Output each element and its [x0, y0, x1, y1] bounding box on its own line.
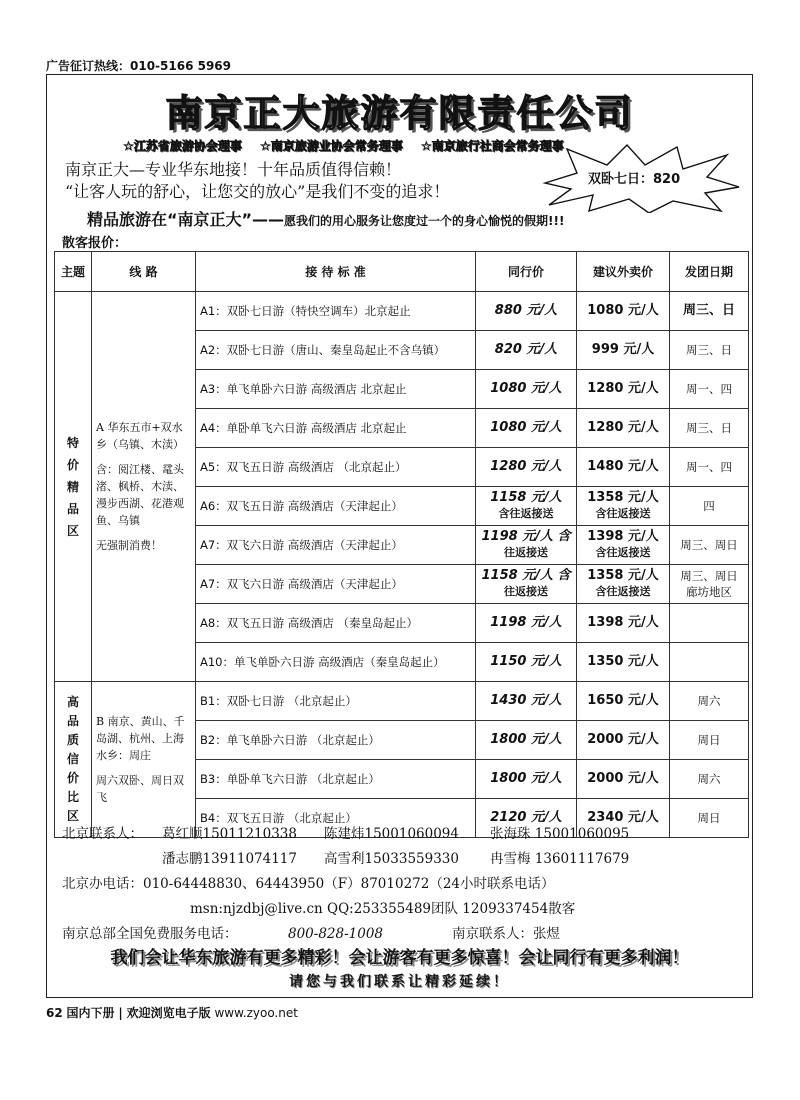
featured-heading [87, 207, 564, 230]
peer-price-value: 1280 元/人 [490, 459, 562, 474]
suggested-price [577, 409, 670, 448]
suggested-price [577, 565, 670, 604]
route-a [92, 292, 196, 682]
departure-days: 周三、周日 廊坊地区 [670, 565, 749, 604]
suggested-price-value: 1650 元/人 [587, 693, 659, 708]
departure-days: 周六 [670, 682, 749, 721]
peer-price-value: 1198 元/人 [490, 615, 562, 630]
std-cell: B2：单飞单卧六日游 （北京起止） [196, 721, 476, 760]
org-1: ☆江苏省旅游协会理事 [123, 139, 242, 153]
peer-price-note: 往返接送 [504, 585, 548, 598]
org-3: ☆南京旅行社商会常务理事 [420, 139, 564, 153]
peer-price-note: 含往返接送 [498, 507, 554, 520]
promo-text: 双卧七日：820 [588, 172, 681, 187]
peer-price-value: 1158 元/人 [490, 490, 562, 505]
peer-price [476, 448, 577, 487]
departure-days: 周日 [670, 799, 749, 838]
peer-price-value: 1150 元/人 [490, 654, 562, 669]
quote-label: 散客报价： [62, 236, 128, 251]
office-phone: 北京办电话：010-64448830、64443950（F）87010272（24小时联系电话） [62, 876, 555, 892]
std-cell: A1：双卧七日游（特快空调车）北京起止 [196, 292, 476, 331]
std-cell: A7：双飞六日游 高级酒店（天津起止） [196, 526, 476, 565]
featured-main: 精品旅游在“南京正大”—— [87, 210, 285, 229]
suggested-price-value: 1080 元/人 [587, 303, 659, 318]
page-number: 62 [46, 1006, 63, 1020]
suggested-price [577, 643, 670, 682]
table-row [55, 292, 749, 331]
suggested-price-value: 1480 元/人 [587, 459, 659, 474]
suggested-price [577, 682, 670, 721]
peer-price [476, 487, 577, 526]
table-header-row [55, 252, 749, 292]
departure-days: 周日 [670, 721, 749, 760]
peer-price-value: 1158 元/人 含 [481, 568, 571, 583]
peer-price-value: 1198 元/人 含 [481, 529, 571, 544]
route-a-note: 无强制消费！ [96, 539, 162, 552]
departure-days [670, 604, 749, 643]
suggested-price-value: 1358 元/人 [587, 490, 659, 505]
std-cell: A2：双卧七日游（唐山、秦皇岛起止不含乌镇） [196, 331, 476, 370]
suggested-price [577, 760, 670, 799]
std-cell: A10：单飞单卧六日游 高级酒店（秦皇岛起止） [196, 643, 476, 682]
suggested-price [577, 370, 670, 409]
suggested-price-value: 1280 元/人 [587, 381, 659, 396]
std-cell: B3：单卧单飞六日游 （北京起止） [196, 760, 476, 799]
peer-price [476, 604, 577, 643]
departure-days: 周一、四 [670, 448, 749, 487]
departure-days: 周六 [670, 760, 749, 799]
peer-price-value: 1800 元/人 [490, 732, 562, 747]
suggested-price-value: 1398 元/人 [587, 615, 659, 630]
contact-person: 张海珠 15001060095 [490, 826, 630, 842]
contact-person: 陈建炜15001060094 [324, 826, 459, 842]
peer-price-value: 1080 元/人 [490, 381, 562, 396]
peer-price-note: 往返接送 [504, 546, 548, 559]
route-a-title: A 华东五市+双水乡（乌镇、木渎） [96, 421, 184, 451]
suggested-price-value: 1358 元/人 [587, 568, 659, 583]
departure-days: 周三、日 [670, 409, 749, 448]
table-row [55, 682, 749, 721]
route-b [92, 682, 196, 838]
advert-frame [46, 74, 753, 998]
beijing-contact-label: 北京联系人： [62, 826, 143, 842]
header-theme: 主题 [55, 252, 92, 292]
std-cell: A5：双飞五日游 高级酒店 （北京起止） [196, 448, 476, 487]
peer-price [476, 331, 577, 370]
std-cell: B1：双卧七日游 （北京起止） [196, 682, 476, 721]
suggested-price-value: 1350 元/人 [587, 654, 659, 669]
peer-price [476, 370, 577, 409]
suggested-price-note: 含往返接送 [595, 507, 651, 520]
peer-price [476, 292, 577, 331]
featured-sub: 愿我们的用心服务让您度过一个的身心愉悦的假期!!! [284, 214, 565, 228]
contact-person: 潘志鹏13911074117 [162, 851, 297, 867]
suggested-price-value: 2340 元/人 [587, 810, 659, 825]
peer-price-value: 880 元/人 [494, 303, 558, 318]
std-cell: A6：双飞五日游 高级酒店（天津起止） [196, 487, 476, 526]
peer-price [476, 682, 577, 721]
suggested-price-value: 1280 元/人 [587, 420, 659, 435]
peer-price [476, 760, 577, 799]
peer-price [476, 565, 577, 604]
header-departure: 发团日期 [670, 252, 749, 292]
org-2: ☆南京旅游业协会常务理事 [259, 139, 403, 153]
departure-days [670, 643, 749, 682]
peer-price-value: 1080 元/人 [490, 420, 562, 435]
footer-tagline: 欢迎浏览电子版 [126, 1006, 211, 1020]
msn-qq: msn:njzdbj@live.cn QQ:253355489团队 1209337454散客 [190, 901, 576, 917]
contact-person: 高雪利15033559330 [324, 851, 459, 867]
peer-price [476, 526, 577, 565]
suggested-price-note: 含往返接送 [595, 546, 651, 559]
std-cell: A4：单卧单飞六日游 高级酒店 北京起止 [196, 409, 476, 448]
suggested-price-value: 999 元/人 [591, 342, 655, 357]
departure-days: 四 [670, 487, 749, 526]
suggested-price [577, 721, 670, 760]
departure-days: 周三、周日 [670, 526, 749, 565]
route-b-title: B 南京、黄山、千岛湖、杭州、上海水乡：周庄 [96, 715, 185, 762]
footer-url[interactable]: www.zyoo.net [214, 1006, 298, 1020]
suggested-price-value: 2000 元/人 [587, 771, 659, 786]
peer-price-value: 2120 元/人 [490, 810, 562, 825]
category-special-label: 特价精品区 [66, 435, 79, 538]
peer-price-value: 1430 元/人 [490, 693, 562, 708]
ad-hotline: 广告征订热线：010-5166 5969 [46, 59, 232, 73]
departure-days: 周一、四 [670, 370, 749, 409]
slogan-line-2: “让客人玩的舒心，让您交的放心”是我们不变的追求！ [65, 182, 450, 201]
company-title: 南京正大旅游有限责任公司 [165, 91, 634, 135]
hq-label: 南京总部全国免费服务电话： [62, 926, 238, 942]
std-cell: A3：单飞单卧六日游 高级酒店 北京起止 [196, 370, 476, 409]
peer-price [476, 409, 577, 448]
nanjing-contact: 南京联系人：张煜 [452, 926, 560, 942]
std-cell: A7：双飞六日游 高级酒店（天津起止） [196, 565, 476, 604]
suggested-price [577, 331, 670, 370]
suggested-price-value: 2000 元/人 [587, 732, 659, 747]
category-special [55, 292, 92, 682]
membership-line [123, 137, 578, 154]
category-quality-label: 高品质信价比区 [66, 695, 79, 823]
peer-price [476, 643, 577, 682]
suggested-price [577, 487, 670, 526]
hq-phone: 800-828-1008 [288, 926, 384, 942]
peer-price-value: 820 元/人 [494, 342, 558, 357]
suggested-price [577, 526, 670, 565]
slogan-line-1: 南京正大—专业华东地接！十年品质值得信赖！ [65, 160, 402, 179]
departure-days: 周三、日 [670, 292, 749, 331]
peer-price [476, 721, 577, 760]
contact-person: 葛红顺15011210338 [162, 826, 297, 842]
std-cell: A8：双飞五日游 高级酒店 （秦皇岛起止） [196, 604, 476, 643]
section-name: 国内下册 [66, 1006, 115, 1020]
header-peer-price: 同行价 [476, 252, 577, 292]
std-cell: B4：双飞五日游 （北京起止） [196, 799, 476, 838]
suggested-price-note: 含往返接送 [595, 585, 651, 598]
closing-subline: 请您与我们联系让精彩延续！ [289, 974, 510, 990]
peer-price-value: 1800 元/人 [490, 771, 562, 786]
page-footer [46, 1004, 298, 1021]
header-standard: 接 待 标 准 [196, 252, 476, 292]
route-a-detail: 含：阅江楼、鼋头渚、枫桥、木渎、漫步西湖、花港观鱼、乌镇 [96, 463, 184, 527]
contact-person: 冉雪梅 13601117679 [490, 851, 630, 867]
suggested-price [577, 448, 670, 487]
header-route: 线 路 [92, 252, 196, 292]
category-quality [55, 682, 92, 838]
closing-banner: 我们会让华东旅游有更多精彩！会让游客有更多惊喜！会让同行有更多利润！ [110, 948, 689, 968]
route-b-detail: 周六双卧、周日双飞 [96, 774, 184, 804]
suggested-price-value: 1398 元/人 [587, 529, 659, 544]
suggested-price [577, 292, 670, 331]
suggested-price [577, 604, 670, 643]
footer-separator: | [118, 1006, 123, 1020]
price-table [54, 251, 749, 838]
header-suggested-price: 建议外卖价 [577, 252, 670, 292]
departure-days: 周三、日 [670, 331, 749, 370]
